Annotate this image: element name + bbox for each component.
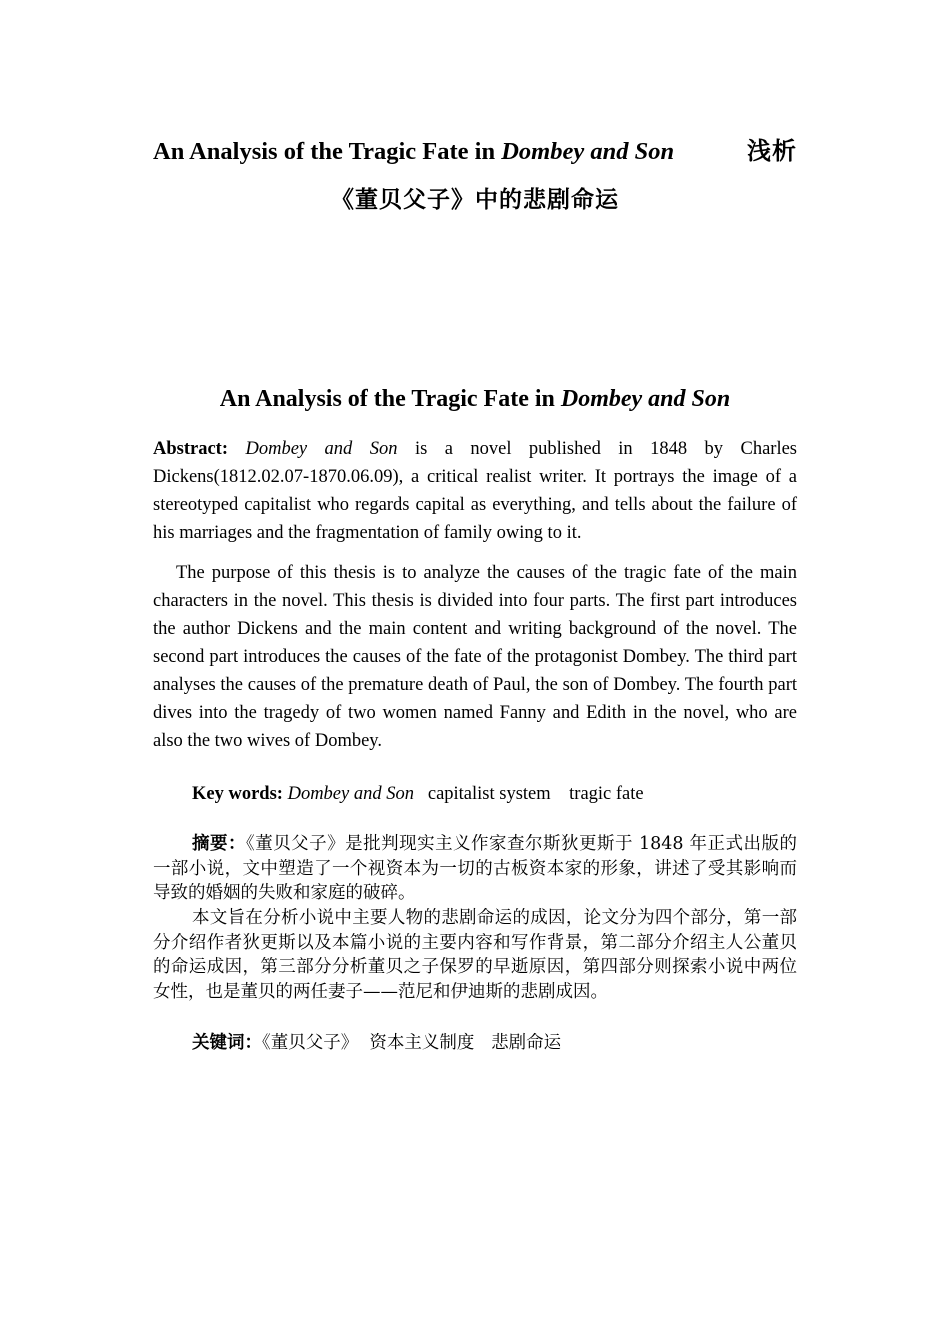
title-italic-work: Dombey and Son [501, 138, 675, 165]
chinese-purpose-paragraph: 本文旨在分析小说中主要人物的悲剧命运的成因，论文分为四个部分，第一部分介绍作者狄更斯以及本篇小说的主要内容和写作背景，第二部分介绍主人公董贝的命运成因，第三部分分析董贝之子保罗的早逝原因，第四部分则探索小说中两位女性，也是董贝的两任妻子——范尼和伊迪斯的悲剧成因。 [153, 908, 797, 1002]
english-title-italic: Dombey and Son [560, 386, 731, 412]
abstract-text: is a novel published in 1848 by Charles Dickens(1812.02.07-1870.06.09), a critical realist writer. It portrays the image of a stereotyped capitalist who regards capital as everything, and tells about the failure of his marriages and the fragmentation of family owing to it. [153, 439, 798, 543]
english-title [153, 382, 797, 416]
title-chinese-first: 浅析 [747, 137, 797, 165]
keywords-rest: capitalist system tragic fate [413, 784, 644, 804]
title-chinese-second: 《董贝父子》中的悲剧命运 [331, 187, 619, 213]
abstract-italic-work: Dombey and Son [245, 439, 398, 459]
abstract-label: Abstract: [153, 439, 229, 459]
chinese-keywords-label: 关键词： [192, 1033, 262, 1053]
keywords-label: Key words: [192, 784, 283, 804]
title-prefix: An Analysis of the Tragic Fate in [153, 138, 502, 165]
title-english [153, 134, 674, 170]
chinese-abstract-label: 摘要： [192, 834, 246, 854]
chinese-abstract [153, 832, 797, 906]
english-title-prefix: An Analysis of the Tragic Fate in [219, 386, 561, 412]
chinese-abstract-text: 《董贝父子》是批判现实主义作家查尔斯狄更斯于 1848 年正式出版的一部小说，文中塑造了一个视资本为一切的古板资本家的形象，讲述了受其影响而导致的婚姻的失败和家庭的破碎。 [153, 834, 797, 903]
english-abstract [153, 435, 797, 547]
chinese-keywords-text: 《董贝父子》 资本主义制度 悲剧命运 [262, 1033, 562, 1053]
english-purpose-paragraph: The purpose of this thesis is to analyze the causes of the tragic fate of the main characters in the novel. This thesis is divided into four parts. The first part introduces the author Dickens and the main content and writing background of the novel. The second part introduces the causes of the fate of the protagonist Dombey. The third part analyses the causes of the premature death of Paul, the son of Dombey. The fourth part dives into the tragedy of two women named Fanny and Edith in the novel, who are also the two wives of Dombey. [153, 563, 797, 751]
chinese-keywords [192, 1031, 797, 1056]
english-keywords [192, 780, 797, 808]
keyword-work-title: Dombey and Son [287, 784, 414, 804]
document-title [153, 133, 797, 170]
